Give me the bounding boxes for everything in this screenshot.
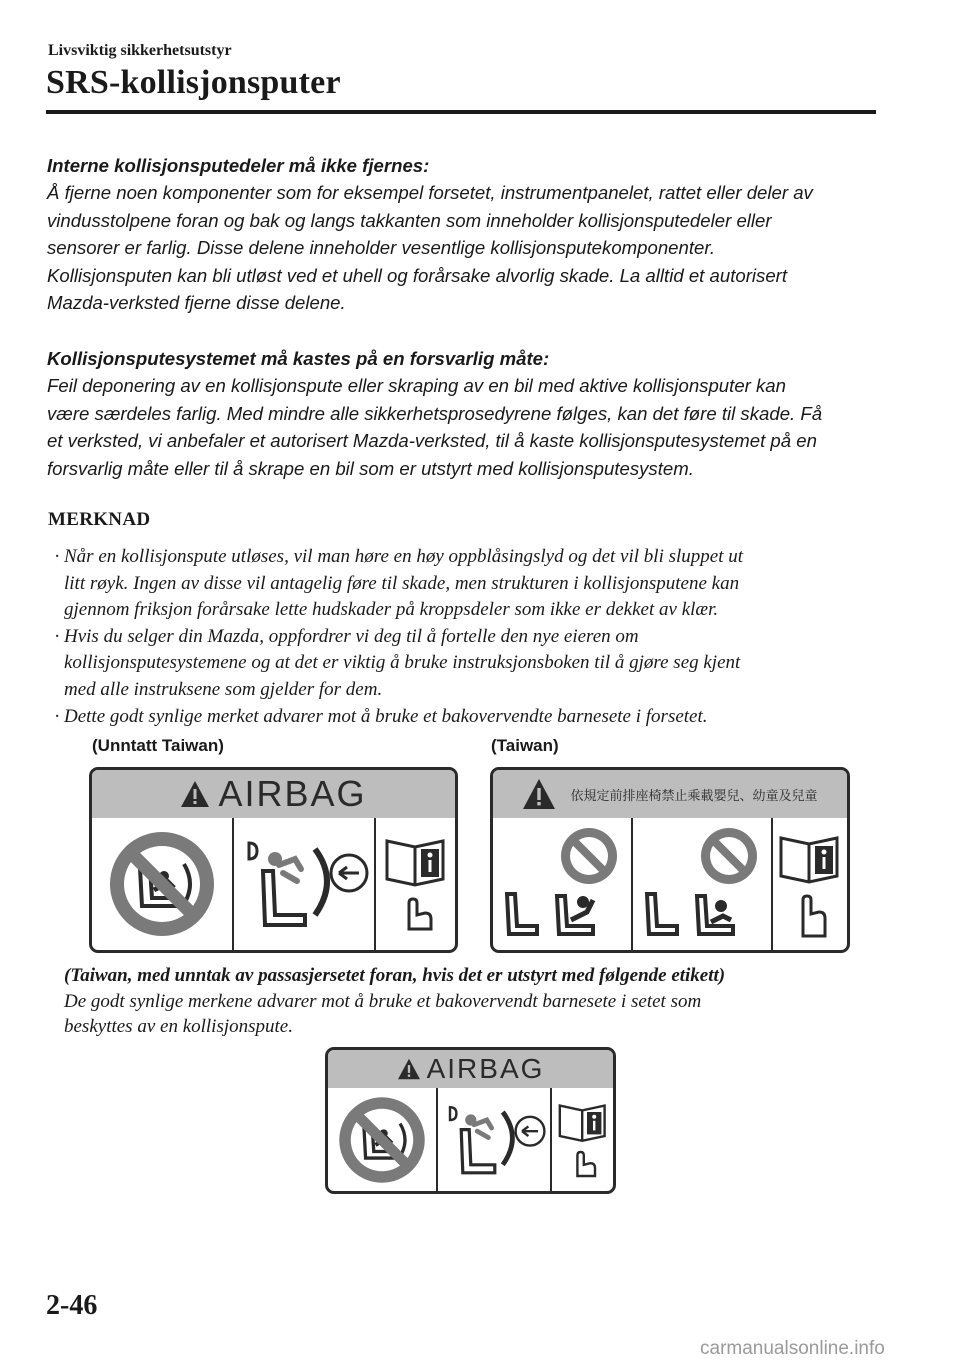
taiwan-chinese-warning: 依規定前排座椅禁止乘載嬰兒、幼童及兒童 (570, 788, 818, 804)
airbag-text: AIRBAG (426, 1053, 545, 1084)
airbag-impact-icon (442, 1095, 546, 1185)
read-manual-cell (376, 818, 455, 950)
read-manual-icon (555, 1095, 611, 1185)
warning-triangle-icon (522, 778, 556, 810)
watermark: carmanualsonline.info (700, 1338, 885, 1359)
warning-heading: Interne kollisjonsputedeler må ikke fjernes: (47, 155, 430, 176)
warning-line: forsvarlig måte eller til å skrape en bil som er utstyrt med kollisjonsputesystem. (47, 457, 694, 479)
label-header (92, 770, 455, 818)
no-rear-facing-seat-icon (106, 828, 218, 940)
warning-line: Å fjerne noen komponenter som for eksempel forsetet, instrumentpanelet, rattet eller deler av (47, 182, 813, 204)
note-list (54, 544, 884, 730)
bullet-icon: · (54, 705, 61, 727)
warning-line: et verksted, vi anbefaler et autorisert Mazda-verksted, til å kaste kollisjonsputesystemet på en (47, 430, 817, 452)
note-item (54, 544, 884, 624)
label-header (328, 1050, 613, 1088)
warning-triangle-icon (180, 780, 210, 808)
read-manual-cell (552, 1088, 613, 1191)
note-line: Dette godt synlige merket advarer mot å bruke et bakovervendte barnesete i forsetet. (64, 705, 708, 727)
note-line: kollisjonsputesystemene og at det er viktig å bruke instruksjonsboken til å gjøre seg kjent (64, 652, 741, 674)
taiwan-note-line: beskyttes av en kollisjonspute. (64, 1016, 293, 1038)
airbag-text: AIRBAG (218, 773, 367, 814)
note-line: Hvis du selger din Mazda, oppfordrer vi deg til å fortelle den nye eieren om (64, 625, 639, 647)
taiwan-note (64, 963, 884, 1040)
prohibition-cell (328, 1088, 438, 1191)
note-item (54, 624, 884, 704)
warning-line: sensorer er farlig. Disse delene inneholder vesentlige kollisjonsputekomponenter. (47, 237, 716, 259)
section-header: Livsviktig sikkerhetsutstyr (48, 42, 232, 59)
warning-line: Mazda-verksted fjerne disse delene. (47, 292, 346, 314)
label-header (493, 770, 847, 818)
label-cells (92, 818, 455, 950)
airbag-warning-label-small (325, 1047, 616, 1194)
bullet-icon: · (54, 546, 61, 567)
prohibition-cell (633, 818, 773, 950)
read-manual-cell (773, 818, 847, 950)
warning-line: Feil deponering av en kollisjonspute eller skraping av en bil med aktive kollisjonsputer kan (47, 375, 786, 397)
warning-heading: Kollisjonsputesystemet må kastes på en forsvarlig måte: (47, 348, 550, 369)
taiwan-note-line: De godt synlige merkene advarer mot å bruke et bakovervendt barnesete i setet som (64, 990, 702, 1012)
no-rear-facing-seat-icon (336, 1094, 428, 1186)
label-caption-unntatt-taiwan: (Unntatt Taiwan) (92, 736, 224, 755)
note-line: Når en kollisjonspute utløses, vil man høre en høy oppblåsingslyd og det vil bli sluppet ut (64, 546, 744, 567)
prohibition-cell (92, 818, 234, 950)
read-manual-icon (775, 824, 845, 944)
taiwan-condition: (Taiwan, med unntak av passasjersetet foran, hvis det er utstyrt med følgende etikett) (64, 965, 726, 986)
read-manual-icon (381, 829, 451, 939)
note-label: MERKNAD (48, 509, 151, 530)
label-cells (493, 818, 847, 950)
no-child-seat-icon (637, 824, 767, 944)
no-child-seat-icon (497, 824, 627, 944)
label-cells (328, 1088, 613, 1191)
airbag-impact-icon (239, 829, 369, 939)
airbag-deploy-cell (234, 818, 376, 950)
warning-line: vindusstolpene foran og bak og langs takkanten som inneholder kollisjonsputedeler eller (47, 209, 772, 231)
warning-disposal (47, 345, 877, 482)
page-number: 2-46 (46, 1290, 98, 1321)
note-item (54, 704, 884, 731)
airbag-deploy-cell (438, 1088, 552, 1191)
warning-line: Kollisjonsputen kan bli utløst ved et uhell og forårsake alvorlig skade. La alltid et autorisert (47, 264, 788, 286)
note-line: gjennom friksjon forårsake lette hudskader på kroppsdeler som ikke er dekket av klær. (64, 599, 719, 621)
note-line: litt røyk. Ingen av disse vil antagelig føre til skade, men strukturen i kollisjonsputene kan (64, 572, 740, 594)
prohibition-cell (493, 818, 633, 950)
airbag-warning-label (89, 767, 458, 953)
warning-internal-parts (47, 152, 877, 316)
warning-triangle-icon (397, 1058, 421, 1080)
page-title: SRS-kollisjonsputer (46, 64, 341, 101)
title-rule (46, 110, 876, 114)
label-caption-taiwan: (Taiwan) (491, 736, 559, 755)
bullet-icon: · (54, 625, 61, 647)
note-line: med alle instruksene som gjelder for dem. (64, 678, 383, 700)
taiwan-airbag-warning-label (490, 767, 850, 953)
warning-line: være særdeles farlig. Med mindre alle sikkerhetsprosedyrene følges, kan det føre til skade. Få (47, 402, 823, 424)
